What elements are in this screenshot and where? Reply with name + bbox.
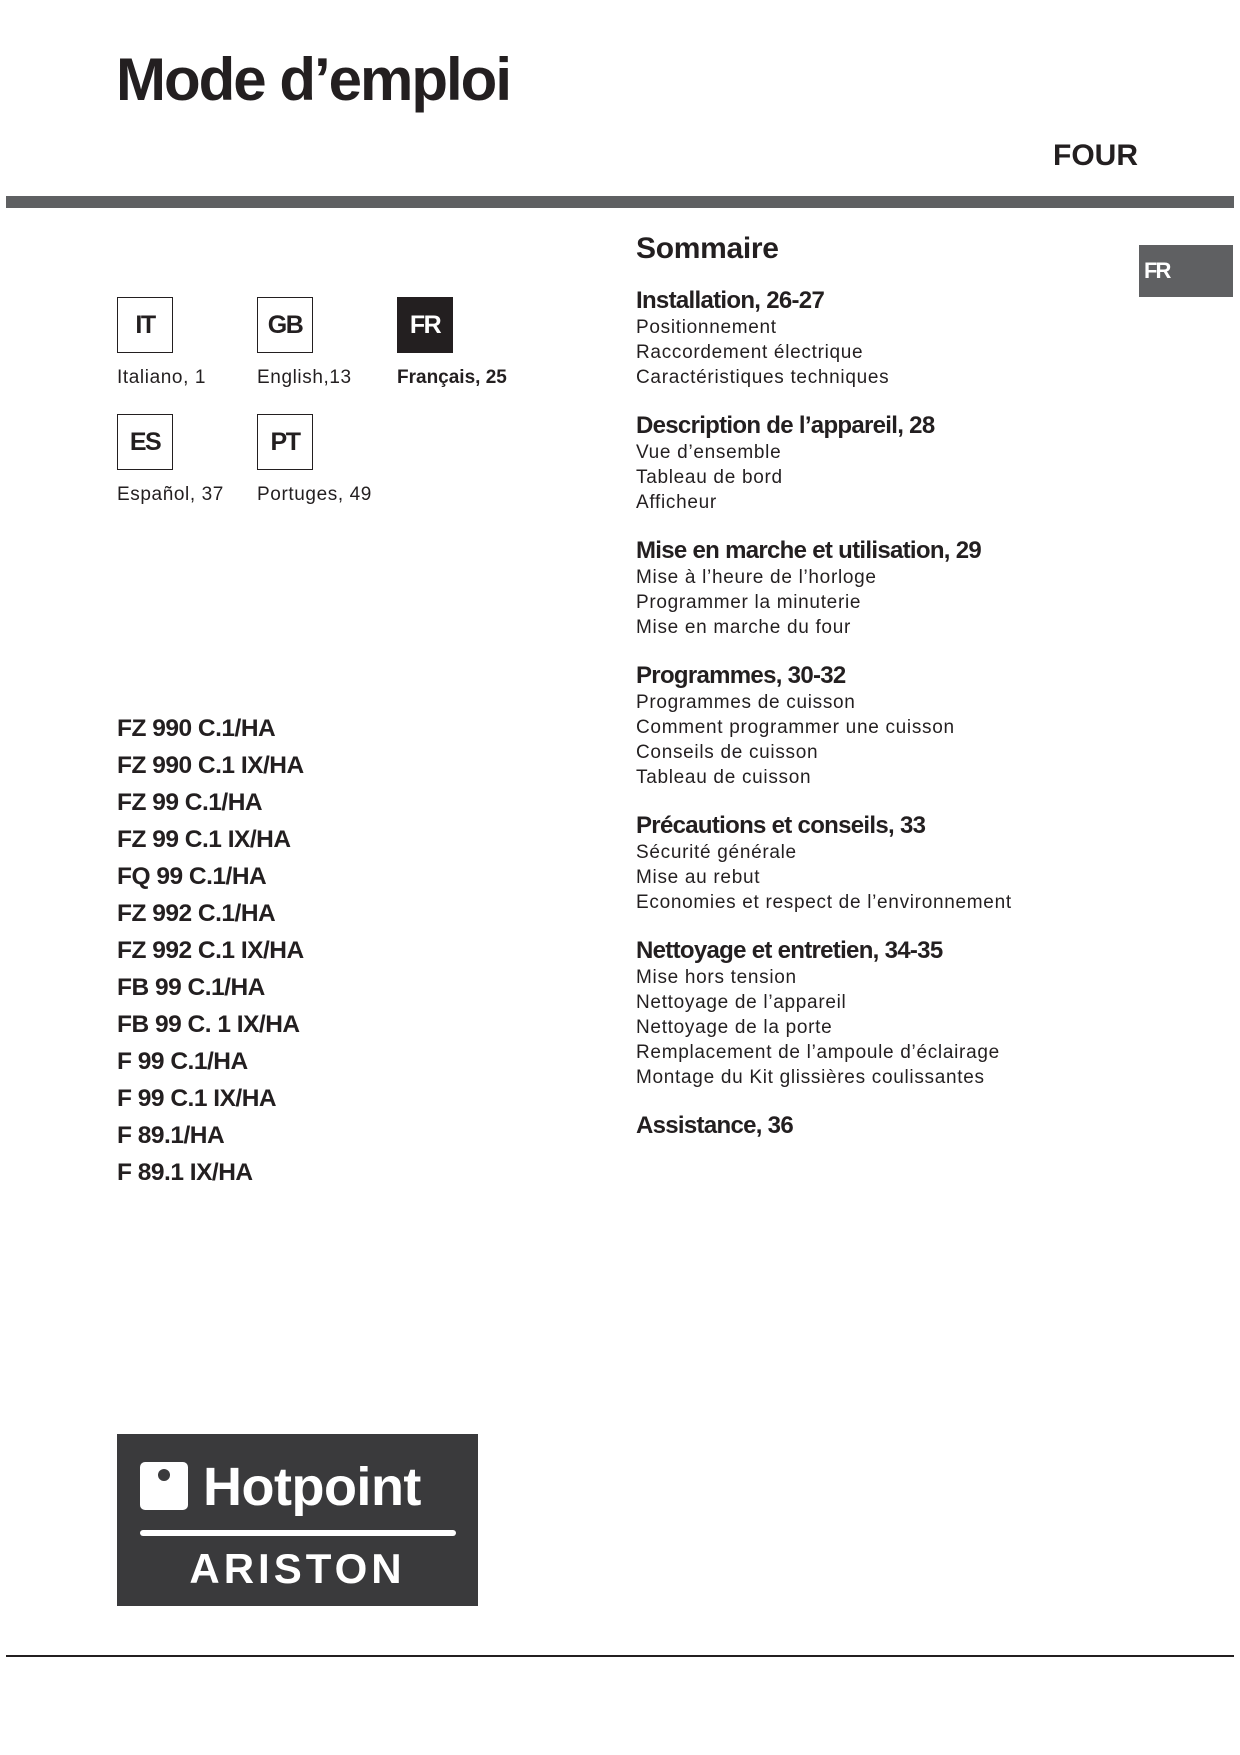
language-code-box: GB [257, 297, 313, 353]
language-label: Italiano, 1 [117, 367, 206, 388]
brand-divider [140, 1530, 456, 1536]
language-label: Français, 25 [397, 367, 507, 388]
language-label: Portuges, 49 [257, 484, 372, 505]
toc-item[interactable]: Tableau de cuisson [636, 767, 812, 788]
brand-sub: ARISTON [189, 1545, 406, 1592]
language-code-box: PT [257, 414, 313, 470]
model-item: F 89.1/HA [117, 1122, 225, 1149]
language-code-box: IT [117, 297, 173, 353]
model-item: FB 99 C. 1 IX/HA [117, 1011, 300, 1038]
language-code-box: ES [117, 414, 173, 470]
toc-section-title[interactable]: Assistance, 36 [636, 1112, 793, 1139]
hotpoint-square-icon [140, 1462, 188, 1510]
header-divider [6, 196, 1234, 208]
toc-item[interactable]: Mise hors tension [636, 967, 797, 988]
model-item: FZ 990 C.1/HA [117, 715, 276, 742]
model-item: FZ 992 C.1/HA [117, 900, 276, 927]
model-item: FZ 99 C.1/HA [117, 789, 263, 816]
toc-item[interactable]: Caractéristiques techniques [636, 367, 890, 388]
toc-item[interactable]: Vue d’ensemble [636, 442, 782, 463]
toc-item[interactable]: Remplacement de l’ampoule d’éclairage [636, 1042, 1000, 1063]
footer-divider [6, 1655, 1234, 1657]
toc-item[interactable]: Afficheur [636, 492, 717, 513]
model-item: F 89.1 IX/HA [117, 1159, 253, 1186]
language-code-box: FR [397, 297, 453, 353]
toc-section-title[interactable]: Nettoyage et entretien, 34-35 [636, 937, 943, 964]
toc-item[interactable]: Nettoyage de la porte [636, 1017, 833, 1038]
toc-item[interactable]: Programmes de cuisson [636, 692, 856, 713]
toc-item[interactable]: Tableau de bord [636, 467, 783, 488]
toc-section-nettoyage [636, 937, 1086, 1090]
language-it[interactable] [117, 297, 257, 390]
model-item: FQ 99 C.1/HA [117, 863, 267, 890]
toc-section-title[interactable]: Mise en marche et utilisation, 29 [636, 537, 982, 564]
toc-item[interactable]: Programmer la minuterie [636, 592, 862, 613]
toc-section-description [636, 412, 1086, 515]
model-item: FZ 99 C.1 IX/HA [117, 826, 291, 853]
toc-item[interactable]: Nettoyage de l’appareil [636, 992, 847, 1013]
language-label: Español, 37 [117, 484, 224, 505]
toc-section-programmes [636, 662, 1086, 790]
model-item: F 99 C.1/HA [117, 1048, 248, 1075]
language-pt[interactable] [257, 414, 397, 507]
model-item: FB 99 C.1/HA [117, 974, 265, 1001]
language-label: English,13 [257, 367, 352, 388]
toc-section-title[interactable]: Installation, 26-27 [636, 287, 825, 314]
toc-item[interactable]: Raccordement électrique [636, 342, 864, 363]
toc-section-title[interactable]: Programmes, 30-32 [636, 662, 846, 689]
toc-item[interactable]: Conseils de cuisson [636, 742, 819, 763]
toc-heading: Sommaire [636, 232, 779, 265]
toc-item[interactable]: Positionnement [636, 317, 777, 338]
language-es[interactable] [117, 414, 257, 507]
document-title: Mode d’emploi [116, 46, 510, 113]
language-fr[interactable] [397, 297, 537, 390]
toc-item[interactable]: Sécurité générale [636, 842, 797, 863]
model-item: FZ 990 C.1 IX/HA [117, 752, 304, 779]
language-tab: FR [1139, 245, 1233, 297]
toc-section-title[interactable]: Description de l’appareil, 28 [636, 412, 935, 439]
toc-section-title[interactable]: Précautions et conseils, 33 [636, 812, 926, 839]
toc-section-mise-en-marche [636, 537, 1086, 640]
brand-name: Hotpoint [203, 1457, 421, 1517]
toc-item[interactable]: Mise à l’heure de l’horloge [636, 567, 877, 588]
toc-item[interactable]: Mise en marche du four [636, 617, 851, 638]
toc-item[interactable]: Comment programmer une cuisson [636, 717, 955, 738]
model-list [117, 710, 304, 1191]
toc-section-installation [636, 287, 1086, 390]
toc-section-assistance [636, 1112, 1086, 1140]
toc-item[interactable]: Mise au rebut [636, 867, 761, 888]
toc-item[interactable]: Montage du Kit glissières coulissantes [636, 1067, 985, 1088]
toc-item[interactable]: Economies et respect de l’environnement [636, 892, 1012, 913]
toc-section-precautions [636, 812, 1086, 915]
language-gb[interactable] [257, 297, 397, 390]
model-item: F 99 C.1 IX/HA [117, 1085, 277, 1112]
model-item: FZ 992 C.1 IX/HA [117, 937, 304, 964]
product-type: FOUR [1053, 139, 1138, 172]
brand-logo [117, 1434, 478, 1606]
table-of-contents [636, 230, 1086, 1162]
